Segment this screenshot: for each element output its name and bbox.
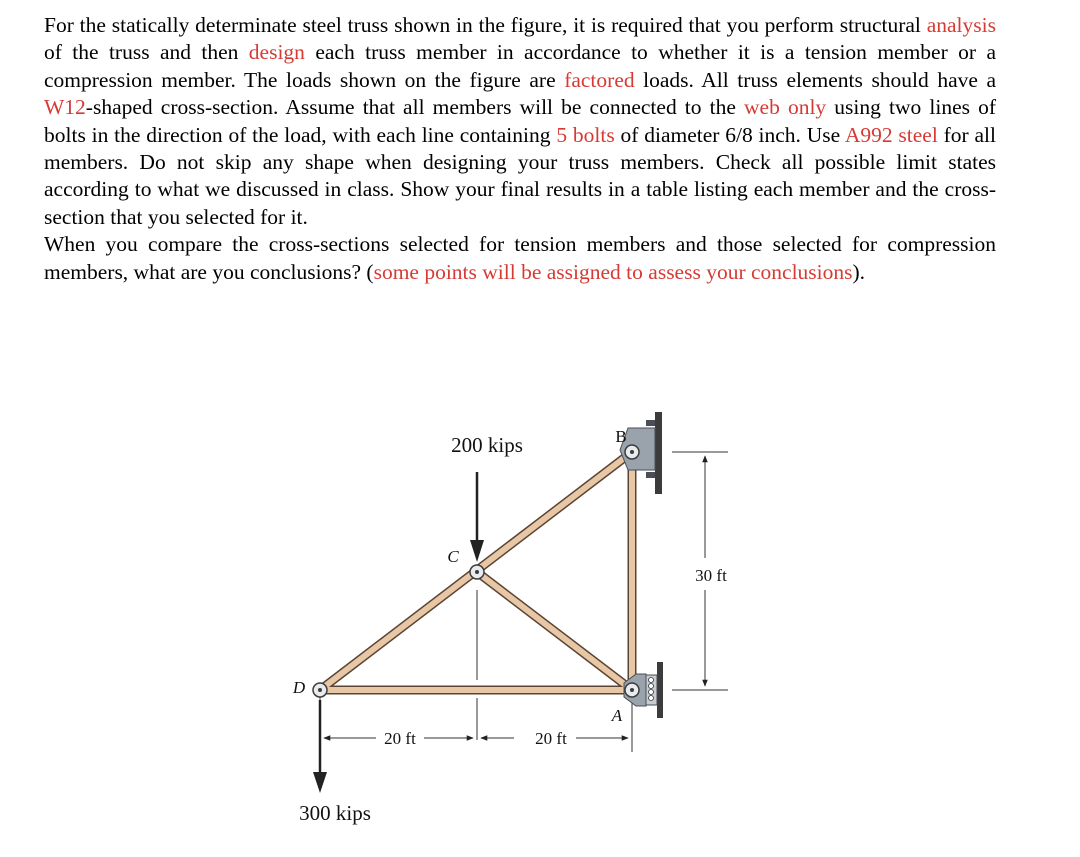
highlighted-term: W12 [44,95,86,120]
highlighted-term: web only [744,95,827,120]
text-run: for all members. Do not skip any shape when designing your truss members. Check all possible limit states according to what we discussed in class. Show your final results in a table listing each member and the cross-section that you selected for it. [44,122,996,229]
load-arrow-300-kips [313,700,327,793]
dim-height-label: 30 ft [695,566,727,585]
text-run: using two lines of bolts in the direction of the load, with each line containing [44,95,996,147]
highlighted-term: analysis [926,13,996,37]
text-run: When you compare the cross-sections selected for tension members and those selected for compression members, what are you conclusions? ( [44,232,996,284]
node-C-label: C [447,547,459,566]
dim-left-label: 20 ft [384,729,416,748]
text-run: For the statically determinate steel truss shown in the figure, it is required that you perform structural [44,13,927,37]
load-arrow-200-kips [470,472,484,562]
text-run: each truss member in accordance to whether it is a tension member or a compression member. The loads shown on the figure are [44,40,996,92]
highlighted-term: factored [564,67,635,92]
member-CA [477,572,632,690]
highlighted-term: 5 bolts [556,122,615,147]
node-A-label: A [611,706,623,725]
text-run: of diameter 6/8 inch. Use [614,122,845,147]
text-run: loads. All truss elements should have a [634,67,997,92]
node-D-label: D [292,678,306,697]
text-run: ). [852,259,866,284]
load-top-label: 200 kips [451,433,523,457]
joint-C [470,565,484,579]
highlighted-term: A992 steel [844,122,938,147]
highlighted-term: design [248,40,305,65]
highlighted-term: some points will be assigned to assess your conclusions [373,259,853,284]
text-run: of the truss and then [44,40,249,65]
joint-D [313,683,327,697]
support-B [620,412,662,494]
text-run: -shaped cross-section. Assume that all members will be connected to the [85,95,745,120]
node-B-label: B [615,427,627,446]
dim-right-label: 20 ft [535,729,567,748]
load-bottom-label: 300 kips [299,801,371,825]
dimension-extension-lines [320,452,728,752]
